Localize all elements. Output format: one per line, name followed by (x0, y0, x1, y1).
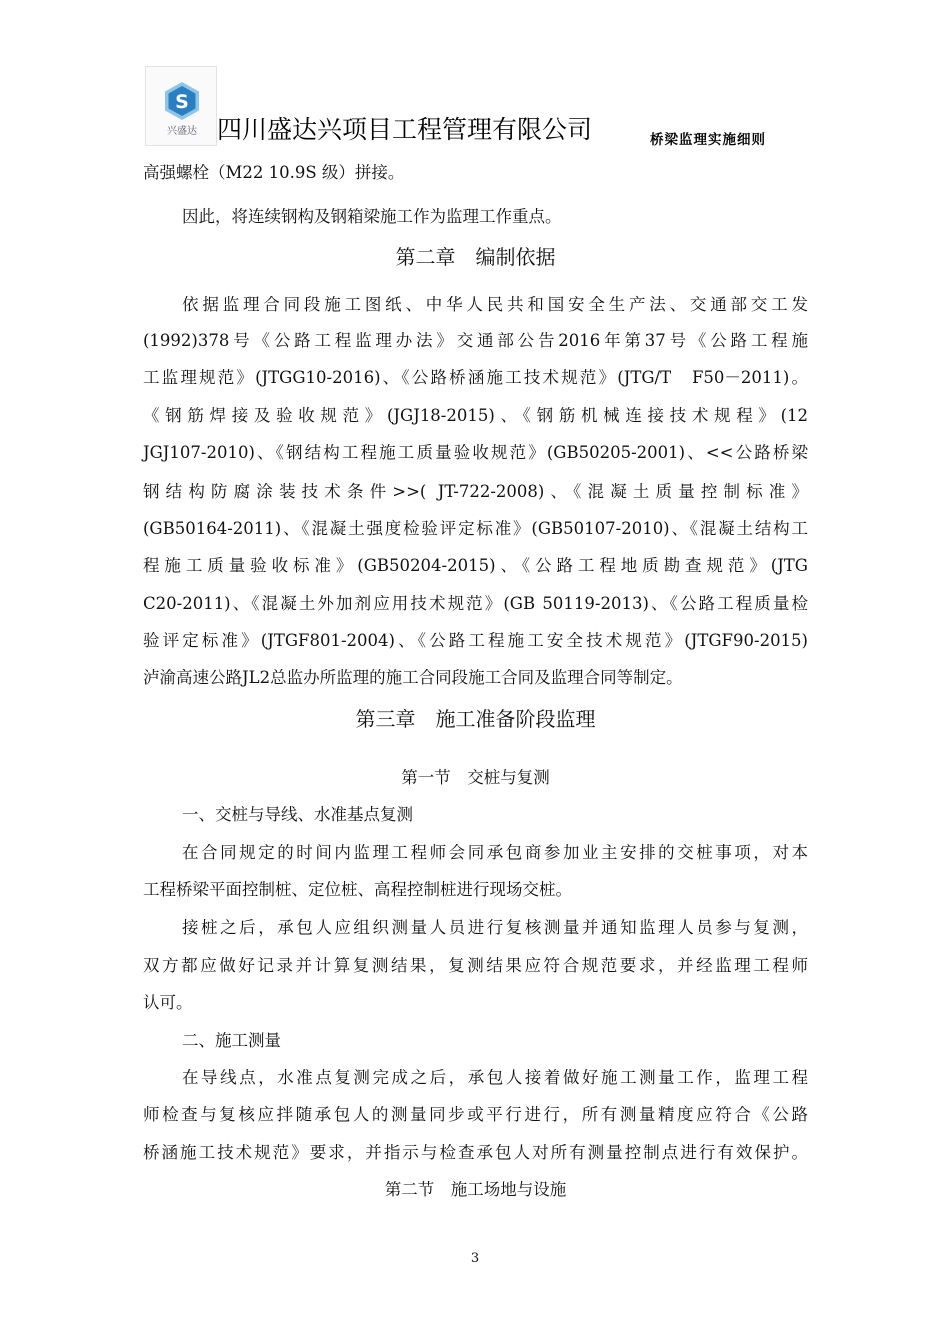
paragraph-line: 在导线点，水准点复测完成之后，承包人接着做好施工测量工作，监理工程 (182, 1068, 808, 1087)
paragraph-line: 程施工质量验收标准》(GB50204-2015)、《公路工程地质勘查规范》(JTG (143, 556, 808, 575)
company-name: 四川盛达兴项目工程管理有限公司 (217, 115, 593, 144)
body-line: 高强螺栓（M22 10.9S 级）拼接。 (143, 163, 405, 182)
paragraph-line: JGJ107-2010)、《钢结构工程施工质量验收规范》(GB50205-2001)、<<公路桥梁 (143, 443, 808, 462)
paragraph-line: 泸渝高速公路JL2总监办所监理的施工合同段施工合同及监理合同等制定。 (143, 668, 683, 687)
page-header (145, 66, 815, 146)
paragraph-line: 工监理规范》(JTGG10-2016)、《公路桥涵施工技术规范》(JTG/T F50－2011)。 (143, 368, 808, 387)
paragraph-line: (1992)378号《公路工程监理办法》交通部公告2016年第37号《公路工程施 (143, 331, 808, 350)
logo-wordmark-text: 兴盛达 (167, 126, 197, 137)
chapter-heading: 第二章 编制依据 (395, 245, 556, 269)
subsection-heading: 一、交桩与导线、水准基点复测 (182, 805, 413, 824)
paragraph-line: 师检查与复核应拌随承包人的测量同步或平行进行，所有测量精度应符合《公路 (143, 1105, 808, 1124)
paragraph-line: 依据监理合同段施工图纸、中华人民共和国安全生产法、交通部交工发 (182, 295, 808, 314)
section-heading: 第一节 交桩与复测 (401, 768, 550, 787)
page-number: 3 (470, 1251, 480, 1266)
body-line: 因此，将连续钢构及钢箱梁施工作为监理工作重点。 (182, 207, 562, 226)
paragraph-line: (GB50164-2011)、《混凝土强度检验评定标准》(GB50107-2010)、《混凝土结构工 (143, 519, 808, 538)
paragraph-line: 在合同规定的时间内监理工程师会同承包商参加业主安排的交桩事项，对本 (182, 843, 808, 862)
chapter-heading: 第三章 施工准备阶段监理 (355, 707, 596, 731)
paragraph-line: 钢结构防腐涂装技术条件>>( JT-722-2008)、《混凝土质量控制标准》 (143, 482, 808, 501)
paragraph-line: 《钢筋焊接及验收规范》(JGJ18-2015)、《钢筋机械连接技术规程》(12 (143, 406, 808, 425)
logo-letter: S (175, 91, 189, 113)
subsection-heading: 二、施工测量 (182, 1031, 281, 1050)
paragraph-line: C20-2011)、《混凝土外加剂应用技术规范》(GB 50119-2013)、《公路工程质量检 (143, 594, 808, 613)
paragraph-line: 接桩之后，承包人应组织测量人员进行复核测量并通知监理人员参与复测， (182, 918, 808, 937)
section-heading: 第二节 施工场地与设施 (384, 1180, 567, 1199)
paragraph-line: 验评定标准》(JTGF801-2004)、《公路工程施工安全技术规范》(JTGF90-2015) (143, 631, 808, 650)
logo-hexagon-icon (162, 81, 202, 121)
logo-wordmark (154, 123, 210, 137)
paragraph-line: 双方都应做好记录并计算复测结果，复测结果应符合规范要求，并经监理工程师 (143, 956, 808, 975)
paragraph-line: 工程桥梁平面控制桩、定位桩、高程控制桩进行现场交桩。 (143, 880, 572, 899)
paragraph-line: 桥涵施工技术规范》要求，并指示与检查承包人对所有测量控制点进行有效保护。 (143, 1143, 808, 1162)
company-logo (145, 66, 217, 146)
paragraph-line: 认可。 (143, 993, 193, 1012)
document-title: 桥梁监理实施细则 (650, 132, 766, 148)
